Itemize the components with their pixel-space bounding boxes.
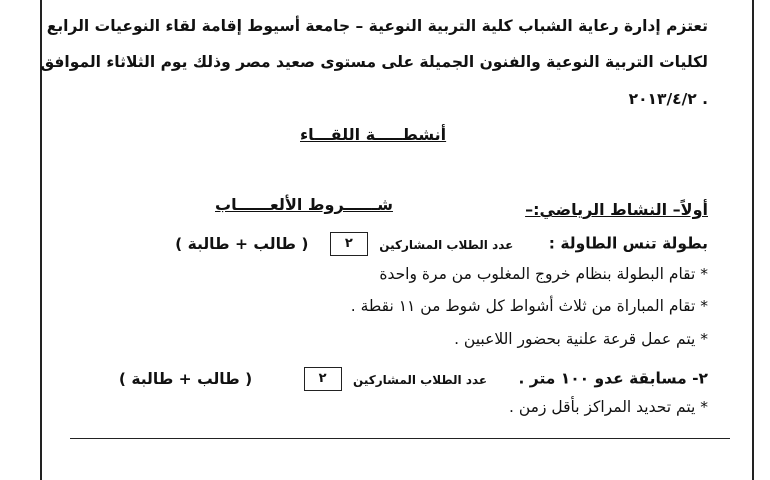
intro-line-2: لكليات التربية النوعية والفنون الجميلة على مستوى صعيد مصر وذلك يوم الثلاثاء الموافق (40, 53, 708, 71)
games-heading: شــــــروط الألعــــــاب (215, 195, 393, 214)
scan-left-edge (40, 0, 42, 480)
table-tennis-rule-3: * يتم عمل قرعة علنية بحضور اللاعبين . (454, 330, 708, 348)
table-tennis-participants-label: عدد الطلاب المشاركين (379, 237, 514, 252)
table-tennis-rule-2: * تقام المباراة من ثلاث أشواط كل شوط من ١١ نقطة . (350, 297, 708, 315)
running-count-box: ٢ (304, 367, 342, 391)
scan-right-edge (752, 0, 754, 480)
running-rule-1: * يتم تحديد المراكز بأقل زمن . (508, 398, 708, 416)
running-title: ٢- مسابقة عدو ١٠٠ متر . (518, 369, 708, 388)
footer-rule (70, 438, 730, 439)
running-row (119, 367, 708, 391)
table-tennis-gender: ( طالب + طالبة ) (175, 234, 309, 253)
activities-heading: أنشطـــــة اللقـــاء (300, 125, 447, 144)
table-tennis-row (175, 232, 708, 256)
running-participants-label: عدد الطلاب المشاركين (353, 372, 488, 387)
table-tennis-count-box: ٢ (330, 232, 368, 256)
intro-line-3: . ٢٠١٣/٤/٢ (628, 90, 708, 108)
table-tennis-rule-1: * تقام البطولة بنظام خروج المغلوب من مرة واحدة (379, 265, 708, 283)
sports-heading: أولاً– النشاط الرياضي:– (525, 200, 708, 219)
intro-line-1: تعتزم إدارة رعاية الشباب كلية التربية النوعية – جامعة أسيوط إقامة لقاء النوعيات الرابع (46, 17, 708, 35)
running-gender: ( طالب + طالبة ) (118, 369, 253, 388)
table-tennis-title: بطولة تنس الطاولة : (548, 234, 708, 253)
